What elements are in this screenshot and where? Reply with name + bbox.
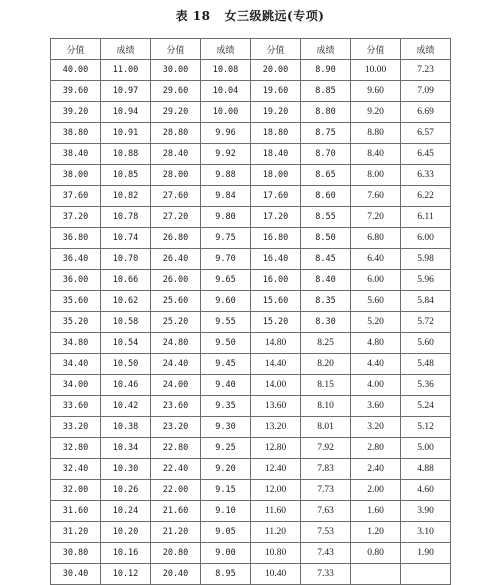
- table-cell: 6.40: [351, 249, 401, 270]
- table-cell: 9.15: [201, 480, 251, 501]
- table-cell: 31.60: [51, 501, 101, 522]
- table-cell: 36.40: [51, 249, 101, 270]
- table-cell: 17.60: [251, 186, 301, 207]
- table-cell: 5.48: [401, 354, 451, 375]
- table-cell: 24.40: [151, 354, 201, 375]
- table-cell: 29.20: [151, 102, 201, 123]
- table-row: [51, 102, 451, 123]
- table-cell: 16.00: [251, 270, 301, 291]
- table-cell: 8.75: [301, 123, 351, 144]
- table-row: [51, 333, 451, 354]
- table-cell: 7.73: [301, 480, 351, 501]
- table-cell: 4.60: [401, 480, 451, 501]
- table-cell: 4.40: [351, 354, 401, 375]
- table-row: [51, 354, 451, 375]
- table-cell: 10.08: [201, 60, 251, 81]
- table-cell: 25.20: [151, 312, 201, 333]
- table-cell: 7.60: [351, 186, 401, 207]
- table-cell: 8.00: [351, 165, 401, 186]
- table-cell: 10.12: [101, 564, 151, 585]
- table-cell: 6.22: [401, 186, 451, 207]
- table-cell: 9.55: [201, 312, 251, 333]
- table-cell: 14.80: [251, 333, 301, 354]
- table-cell: 5.60: [351, 291, 401, 312]
- table-row: [51, 60, 451, 81]
- table-cell: 6.45: [401, 144, 451, 165]
- table-cell: 10.38: [101, 417, 151, 438]
- column-header: 分值: [251, 39, 301, 60]
- table-row: [51, 312, 451, 333]
- table-cell: 10.85: [101, 165, 151, 186]
- table-cell: 1.90: [401, 543, 451, 564]
- table-cell: 19.60: [251, 81, 301, 102]
- table-cell: 7.63: [301, 501, 351, 522]
- table-cell: 10.30: [101, 459, 151, 480]
- table-cell: 8.40: [351, 144, 401, 165]
- table-cell: 9.35: [201, 396, 251, 417]
- table-cell: 33.60: [51, 396, 101, 417]
- score-table: [50, 38, 451, 585]
- table-row: [51, 207, 451, 228]
- table-cell: 7.43: [301, 543, 351, 564]
- table-cell: 28.40: [151, 144, 201, 165]
- table-cell: 7.20: [351, 207, 401, 228]
- column-header: 成绩: [101, 39, 151, 60]
- table-cell: 7.92: [301, 438, 351, 459]
- table-cell: 3.10: [401, 522, 451, 543]
- table-cell: 8.15: [301, 375, 351, 396]
- table-cell: 10.62: [101, 291, 151, 312]
- table-cell: 34.80: [51, 333, 101, 354]
- table-cell: 6.11: [401, 207, 451, 228]
- table-cell: 10.74: [101, 228, 151, 249]
- table-cell: 10.66: [101, 270, 151, 291]
- table-cell: 8.45: [301, 249, 351, 270]
- table-cell: 4.88: [401, 459, 451, 480]
- table-cell: 14.40: [251, 354, 301, 375]
- table-cell: 5.98: [401, 249, 451, 270]
- table-row: [51, 501, 451, 522]
- table-cell: 5.12: [401, 417, 451, 438]
- table-cell: 18.00: [251, 165, 301, 186]
- column-header: 成绩: [401, 39, 451, 60]
- table-cell: 9.20: [351, 102, 401, 123]
- table-cell: 12.00: [251, 480, 301, 501]
- table-cell: 8.35: [301, 291, 351, 312]
- table-cell: 9.50: [201, 333, 251, 354]
- table-cell: 9.60: [201, 291, 251, 312]
- table-cell: [351, 564, 401, 585]
- table-cell: 10.46: [101, 375, 151, 396]
- table-cell: 33.20: [51, 417, 101, 438]
- table-cell: 9.00: [201, 543, 251, 564]
- table-row: [51, 186, 451, 207]
- table-cell: 9.05: [201, 522, 251, 543]
- table-cell: 37.60: [51, 186, 101, 207]
- table-title: 女三级跳远(专项): [224, 9, 325, 23]
- table-row: [51, 291, 451, 312]
- table-cell: 10.50: [101, 354, 151, 375]
- table-cell: 2.00: [351, 480, 401, 501]
- table-cell: 10.91: [101, 123, 151, 144]
- table-cell: 11.60: [251, 501, 301, 522]
- table-cell: 8.01: [301, 417, 351, 438]
- table-cell: 4.00: [351, 375, 401, 396]
- table-cell: 27.20: [151, 207, 201, 228]
- table-row: [51, 165, 451, 186]
- table-cell: 9.80: [201, 207, 251, 228]
- table-cell: 37.20: [51, 207, 101, 228]
- table-cell: 3.20: [351, 417, 401, 438]
- table-cell: 10.58: [101, 312, 151, 333]
- table-cell: 8.65: [301, 165, 351, 186]
- table-cell: 13.60: [251, 396, 301, 417]
- table-cell: 26.80: [151, 228, 201, 249]
- table-cell: 10.70: [101, 249, 151, 270]
- column-header: 分值: [151, 39, 201, 60]
- column-header: 分值: [51, 39, 101, 60]
- table-cell: 35.60: [51, 291, 101, 312]
- table-row: [51, 480, 451, 501]
- table-cell: 5.96: [401, 270, 451, 291]
- table-cell: 10.00: [201, 102, 251, 123]
- column-header: 分值: [351, 39, 401, 60]
- table-cell: 20.80: [151, 543, 201, 564]
- table-cell: 16.80: [251, 228, 301, 249]
- table-cell: 8.60: [301, 186, 351, 207]
- table-cell: 7.23: [401, 60, 451, 81]
- table-cell: [401, 564, 451, 585]
- table-cell: 9.70: [201, 249, 251, 270]
- table-cell: 23.20: [151, 417, 201, 438]
- table-row: [51, 228, 451, 249]
- table-cell: 8.80: [301, 102, 351, 123]
- table-cell: 21.20: [151, 522, 201, 543]
- table-cell: 27.60: [151, 186, 201, 207]
- table-row: [51, 396, 451, 417]
- table-cell: 7.33: [301, 564, 351, 585]
- table-cell: 26.40: [151, 249, 201, 270]
- table-cell: 10.04: [201, 81, 251, 102]
- table-caption: [0, 7, 500, 24]
- table-cell: 19.20: [251, 102, 301, 123]
- table-cell: 4.80: [351, 333, 401, 354]
- table-cell: 9.96: [201, 123, 251, 144]
- table-row: [51, 417, 451, 438]
- table-cell: 32.40: [51, 459, 101, 480]
- table-row: [51, 543, 451, 564]
- table-cell: 32.80: [51, 438, 101, 459]
- table-cell: 9.75: [201, 228, 251, 249]
- table-cell: 5.00: [401, 438, 451, 459]
- table-cell: 9.65: [201, 270, 251, 291]
- table-cell: 5.72: [401, 312, 451, 333]
- table-cell: 9.60: [351, 81, 401, 102]
- table-cell: 0.80: [351, 543, 401, 564]
- table-cell: 34.00: [51, 375, 101, 396]
- table-cell: 9.88: [201, 165, 251, 186]
- table-cell: 8.10: [301, 396, 351, 417]
- table-cell: 38.80: [51, 123, 101, 144]
- table-cell: 2.80: [351, 438, 401, 459]
- table-cell: 39.60: [51, 81, 101, 102]
- table-cell: 10.42: [101, 396, 151, 417]
- table-cell: 17.20: [251, 207, 301, 228]
- table-cell: 10.00: [351, 60, 401, 81]
- table-cell: 9.20: [201, 459, 251, 480]
- table-cell: 2.40: [351, 459, 401, 480]
- table-cell: 6.00: [351, 270, 401, 291]
- table-cell: 35.20: [51, 312, 101, 333]
- table-cell: 20.00: [251, 60, 301, 81]
- table-cell: 10.80: [251, 543, 301, 564]
- table-body: [51, 60, 451, 585]
- table-number: 表 18: [175, 9, 211, 23]
- table-cell: 21.60: [151, 501, 201, 522]
- table-cell: 5.24: [401, 396, 451, 417]
- table-cell: 30.00: [151, 60, 201, 81]
- table-cell: 8.80: [351, 123, 401, 144]
- table-row: [51, 564, 451, 585]
- table-cell: 10.24: [101, 501, 151, 522]
- header-row: [51, 39, 451, 60]
- table-cell: 18.40: [251, 144, 301, 165]
- table-cell: 10.78: [101, 207, 151, 228]
- table-cell: 10.82: [101, 186, 151, 207]
- table-cell: 12.80: [251, 438, 301, 459]
- table-cell: 11.00: [101, 60, 151, 81]
- table-cell: 6.33: [401, 165, 451, 186]
- table-cell: 40.00: [51, 60, 101, 81]
- table-cell: 13.20: [251, 417, 301, 438]
- table-row: [51, 375, 451, 396]
- table-cell: 31.20: [51, 522, 101, 543]
- table-cell: 10.16: [101, 543, 151, 564]
- table-cell: 5.60: [401, 333, 451, 354]
- table-cell: 18.80: [251, 123, 301, 144]
- table-cell: 36.80: [51, 228, 101, 249]
- column-header: 成绩: [201, 39, 251, 60]
- table-cell: 10.20: [101, 522, 151, 543]
- table-cell: 6.57: [401, 123, 451, 144]
- table-cell: 8.55: [301, 207, 351, 228]
- table-cell: 7.83: [301, 459, 351, 480]
- table-cell: 12.40: [251, 459, 301, 480]
- table-cell: 8.70: [301, 144, 351, 165]
- table-cell: 8.90: [301, 60, 351, 81]
- table-cell: 9.25: [201, 438, 251, 459]
- table-cell: 38.40: [51, 144, 101, 165]
- table-cell: 16.40: [251, 249, 301, 270]
- table-cell: 9.92: [201, 144, 251, 165]
- table-cell: 23.60: [151, 396, 201, 417]
- table-cell: 8.50: [301, 228, 351, 249]
- table-cell: 39.20: [51, 102, 101, 123]
- table-cell: 15.60: [251, 291, 301, 312]
- table-cell: 8.20: [301, 354, 351, 375]
- table-cell: 10.54: [101, 333, 151, 354]
- table-cell: 5.20: [351, 312, 401, 333]
- table-cell: 8.30: [301, 312, 351, 333]
- table-cell: 10.40: [251, 564, 301, 585]
- table-cell: 28.80: [151, 123, 201, 144]
- table-cell: 25.60: [151, 291, 201, 312]
- table-cell: 7.09: [401, 81, 451, 102]
- table-cell: 10.26: [101, 480, 151, 501]
- table-cell: 29.60: [151, 81, 201, 102]
- table-cell: 10.88: [101, 144, 151, 165]
- table-row: [51, 438, 451, 459]
- table-cell: 24.80: [151, 333, 201, 354]
- table-cell: 32.00: [51, 480, 101, 501]
- table-row: [51, 144, 451, 165]
- table-cell: 8.40: [301, 270, 351, 291]
- table-cell: 10.34: [101, 438, 151, 459]
- table-cell: 9.10: [201, 501, 251, 522]
- table-row: [51, 249, 451, 270]
- column-header: 成绩: [301, 39, 351, 60]
- table-cell: 1.60: [351, 501, 401, 522]
- table-cell: 9.40: [201, 375, 251, 396]
- table-row: [51, 123, 451, 144]
- table-cell: 8.85: [301, 81, 351, 102]
- table-row: [51, 522, 451, 543]
- table-cell: 9.30: [201, 417, 251, 438]
- table-cell: 9.45: [201, 354, 251, 375]
- table-cell: 6.69: [401, 102, 451, 123]
- table-cell: 14.00: [251, 375, 301, 396]
- table-cell: 11.20: [251, 522, 301, 543]
- table-row: [51, 270, 451, 291]
- table-cell: 24.00: [151, 375, 201, 396]
- table-cell: 20.40: [151, 564, 201, 585]
- table-cell: 22.40: [151, 459, 201, 480]
- table-cell: 28.00: [151, 165, 201, 186]
- table-row: [51, 81, 451, 102]
- table-cell: 15.20: [251, 312, 301, 333]
- table-cell: 36.00: [51, 270, 101, 291]
- table-cell: 6.80: [351, 228, 401, 249]
- table-cell: 3.60: [351, 396, 401, 417]
- table-cell: 5.84: [401, 291, 451, 312]
- table-cell: 22.00: [151, 480, 201, 501]
- table-cell: 5.36: [401, 375, 451, 396]
- table-cell: 3.90: [401, 501, 451, 522]
- table-cell: 7.53: [301, 522, 351, 543]
- table-cell: 22.80: [151, 438, 201, 459]
- table-row: [51, 459, 451, 480]
- table-cell: 26.00: [151, 270, 201, 291]
- table-cell: 1.20: [351, 522, 401, 543]
- table-cell: 10.94: [101, 102, 151, 123]
- table-cell: 30.40: [51, 564, 101, 585]
- table-cell: 30.80: [51, 543, 101, 564]
- table-cell: 6.00: [401, 228, 451, 249]
- table-cell: 8.95: [201, 564, 251, 585]
- table-cell: 38.00: [51, 165, 101, 186]
- table-cell: 10.97: [101, 81, 151, 102]
- table-cell: 8.25: [301, 333, 351, 354]
- table-cell: 9.84: [201, 186, 251, 207]
- table-cell: 34.40: [51, 354, 101, 375]
